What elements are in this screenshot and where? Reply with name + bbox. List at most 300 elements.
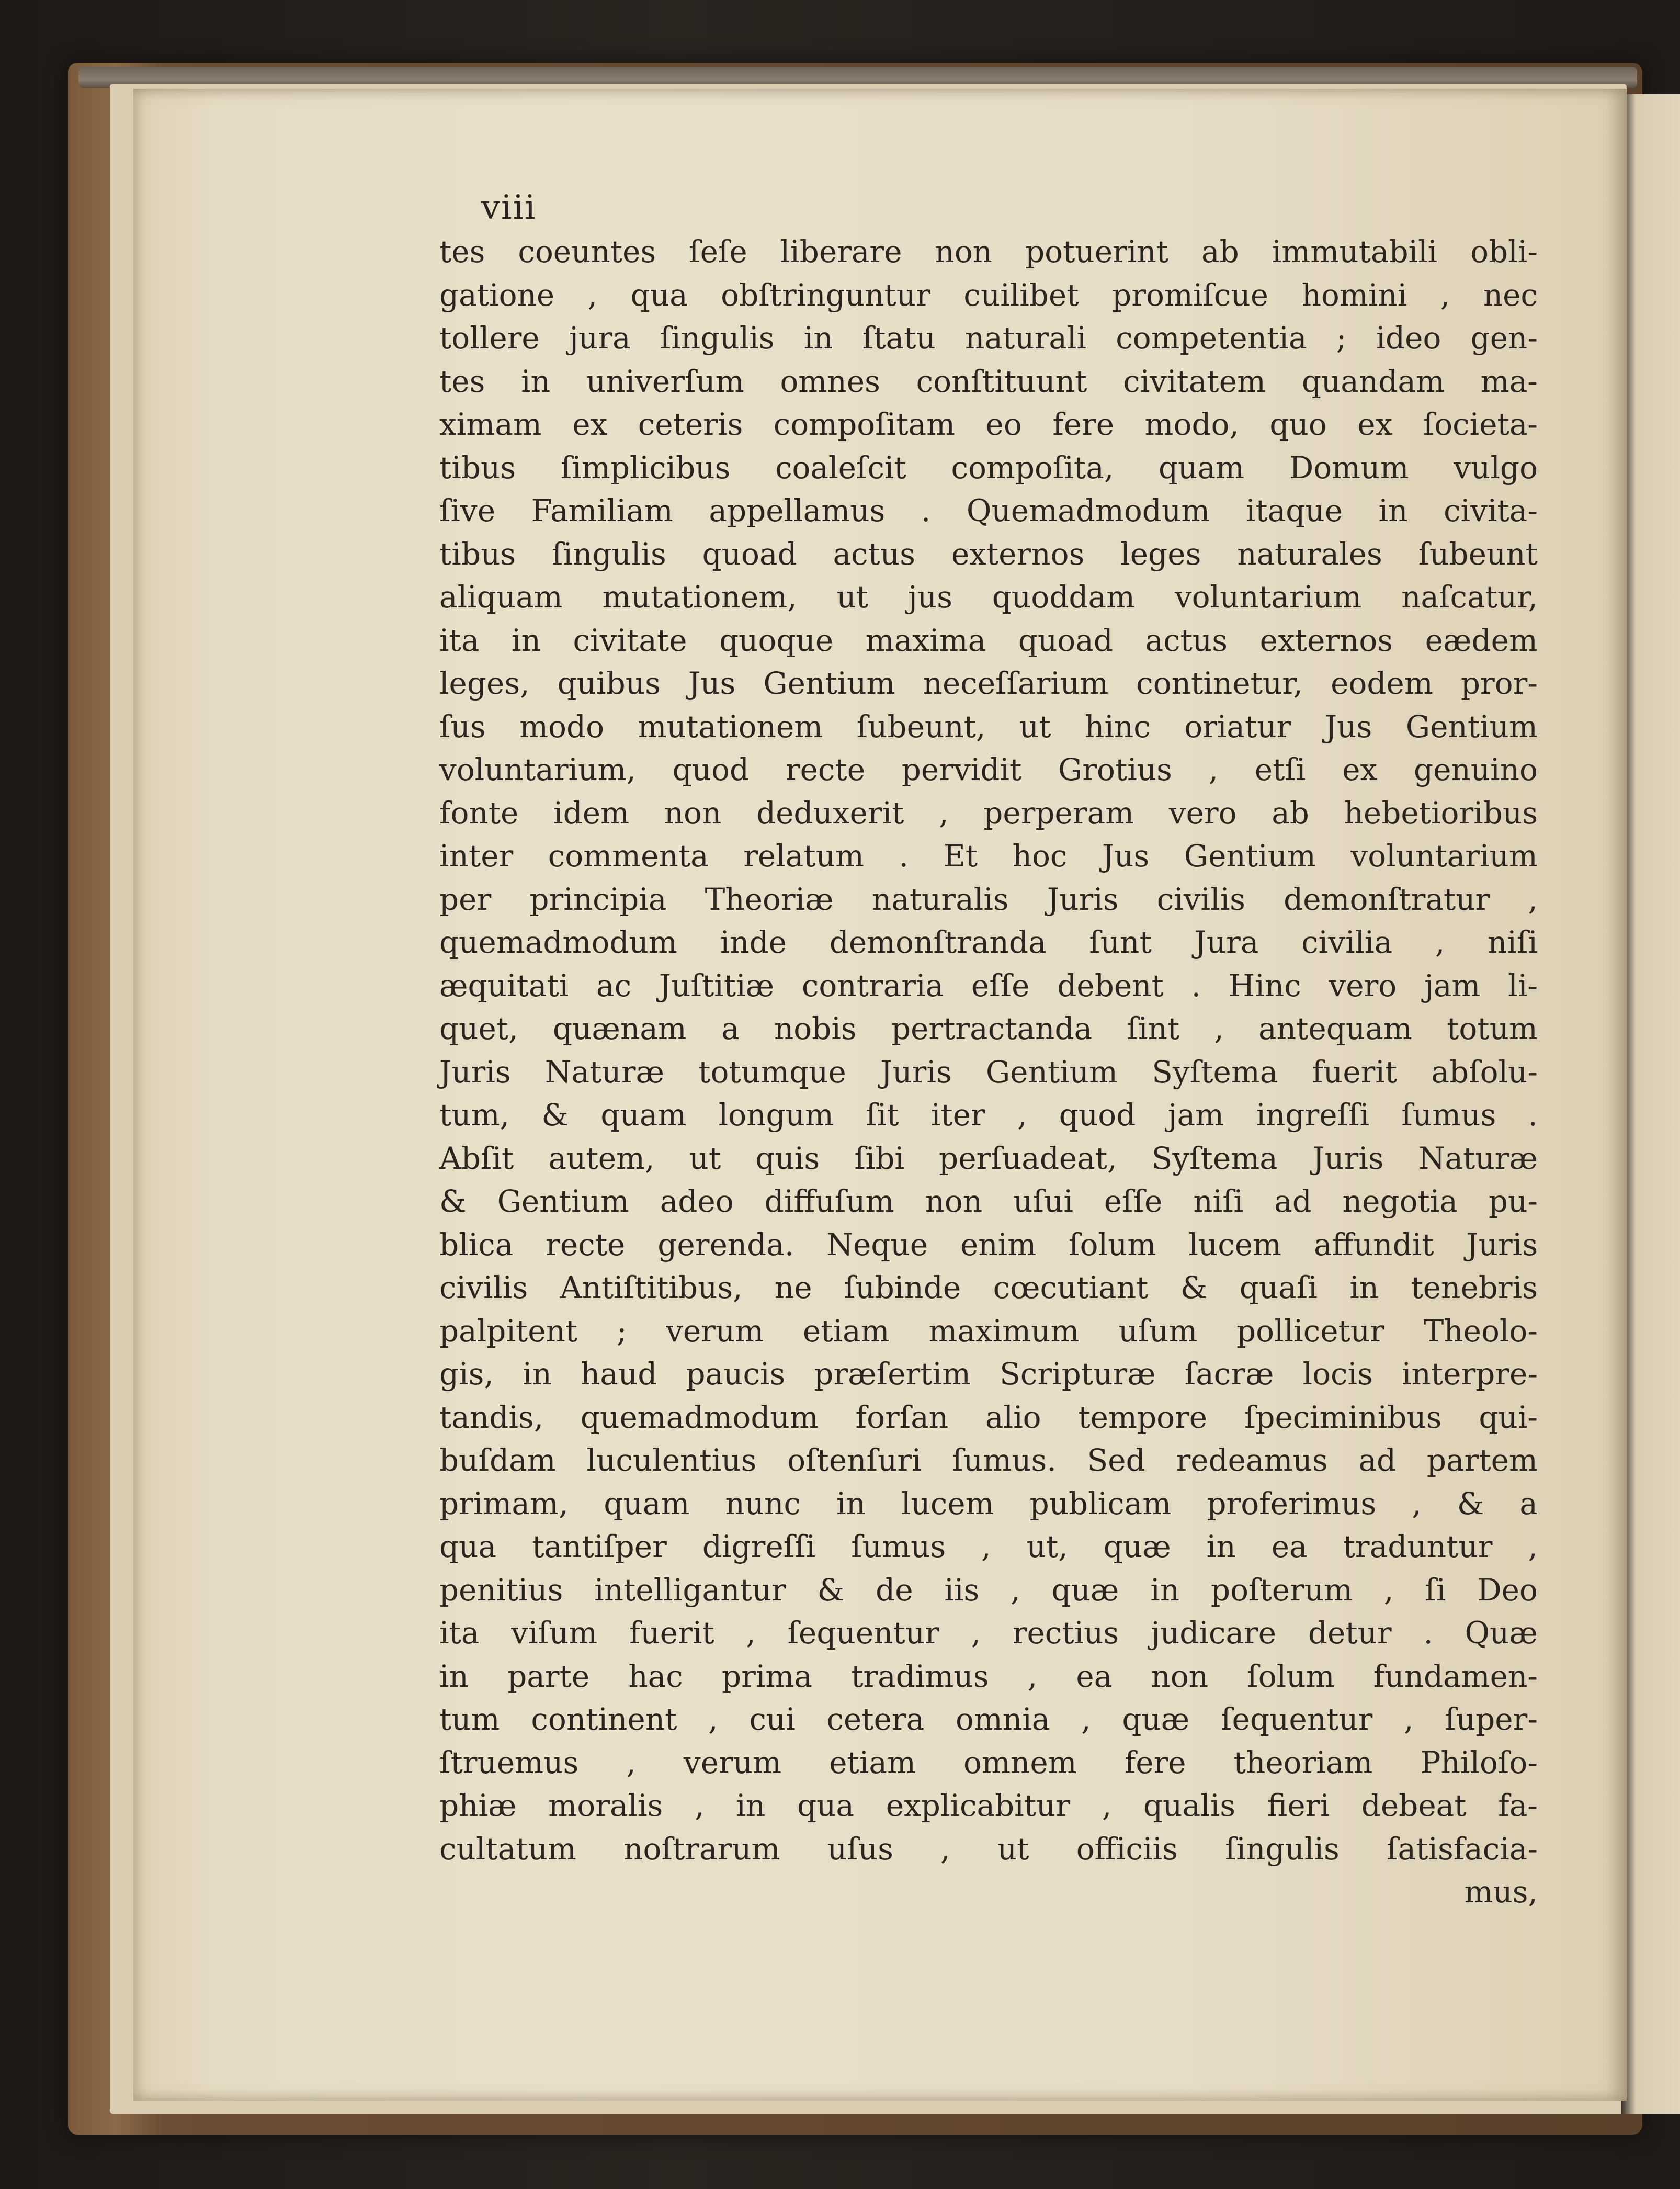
word: ſuper- (1445, 1701, 1538, 1737)
word: nunc (725, 1485, 801, 1521)
word: Deo (1477, 1572, 1538, 1608)
word: proferimus (1207, 1485, 1377, 1521)
word: haud (580, 1356, 657, 1392)
page-number: viii (481, 188, 537, 227)
word: longum (718, 1097, 834, 1133)
word: immutabili (1272, 234, 1438, 269)
word: Jus (1102, 838, 1150, 874)
word: jus (907, 579, 953, 615)
word: tandis, (439, 1399, 544, 1435)
text-line (439, 1180, 1538, 1223)
word: lucem (901, 1485, 994, 1521)
word: qua (797, 1788, 854, 1823)
word: luculentius (586, 1442, 757, 1478)
text-line (439, 964, 1538, 1008)
word: Gentium (497, 1183, 629, 1219)
word: jam (1424, 967, 1481, 1003)
word: redeamus (1176, 1442, 1328, 1478)
word: in (1349, 1270, 1379, 1305)
text-line (439, 662, 1538, 705)
word: locis (1302, 1356, 1373, 1392)
word: , (971, 1615, 981, 1651)
word: tibus (439, 449, 516, 486)
text-line (439, 705, 1538, 749)
word: rectius (1012, 1615, 1119, 1651)
word: , (1528, 1529, 1538, 1564)
word: intelligantur (594, 1572, 786, 1608)
word: quemadmodum (439, 924, 677, 960)
word: pror- (1460, 665, 1538, 701)
word: qua (630, 277, 688, 313)
word: ad (1274, 1183, 1312, 1219)
word: moralis (548, 1788, 663, 1823)
word: non (925, 1183, 983, 1219)
word: ad (1358, 1442, 1397, 1478)
word: maximum (928, 1313, 1080, 1349)
body-text (439, 230, 1538, 1914)
word: Juris (439, 1054, 511, 1090)
word: fuerit (1312, 1054, 1398, 1090)
text-line (439, 1396, 1538, 1439)
word: genuino (1413, 752, 1538, 787)
word: debent (1057, 967, 1164, 1003)
word: demonſtratur (1284, 881, 1490, 917)
word: modo, (1144, 407, 1239, 442)
word: ſus (439, 708, 486, 744)
word: verum (666, 1313, 764, 1349)
word: cultatum (439, 1831, 576, 1867)
word: qui- (1479, 1399, 1538, 1435)
word: niſi (1488, 924, 1538, 960)
word: perperam (983, 795, 1134, 831)
word: tantiſper (532, 1529, 667, 1564)
word: & (439, 1183, 467, 1219)
text-line (439, 446, 1538, 490)
word: quoad (1018, 622, 1113, 658)
word: Et (943, 838, 978, 874)
word: qualis (1143, 1788, 1235, 1823)
text-line (439, 403, 1538, 446)
word: eo (985, 407, 1022, 442)
word: quam (1158, 449, 1245, 486)
word: hac (628, 1658, 683, 1694)
word: per (439, 881, 492, 917)
word: Neque (826, 1226, 928, 1262)
word: ab (1201, 234, 1239, 269)
text-line (439, 274, 1538, 317)
word: demonſtranda (829, 924, 1047, 960)
word: quod (1059, 1097, 1136, 1133)
word: Domum (1289, 449, 1409, 486)
word: conſtituunt (916, 363, 1087, 399)
word: modo (519, 708, 605, 744)
word: ita (439, 622, 480, 658)
word: noſtrarum (623, 1831, 780, 1867)
word: , (939, 795, 949, 831)
word: & (1457, 1485, 1484, 1521)
word: cetera (826, 1701, 925, 1737)
word: abſolu- (1431, 1054, 1538, 1090)
word: voluntarium, (439, 752, 636, 787)
word: ximam (439, 407, 542, 442)
word: quæ (1122, 1701, 1190, 1737)
word: , (1214, 1011, 1224, 1046)
word: niſi (1193, 1183, 1244, 1219)
word: quo (1269, 407, 1327, 442)
word: pollicetur (1236, 1313, 1384, 1349)
word: Syſtema (1151, 1140, 1278, 1176)
word: , (1440, 277, 1450, 313)
word: Juris (880, 1054, 952, 1090)
word: fundamen- (1373, 1658, 1538, 1694)
word: lucem (1188, 1226, 1282, 1262)
word: , (1011, 1572, 1020, 1608)
text-line (439, 360, 1538, 403)
word: perſuadeat, (939, 1140, 1117, 1176)
word: Philoſo- (1420, 1744, 1538, 1780)
word: ſtatu (862, 320, 936, 356)
word: ſolum (1247, 1658, 1335, 1694)
word: omnes (780, 363, 880, 399)
text-line (439, 619, 1538, 662)
word: Syſtema (1152, 1054, 1278, 1090)
word: actus (833, 536, 916, 572)
word: Hinc (1228, 967, 1301, 1003)
word: deduxerit (756, 795, 904, 831)
text-line (439, 1741, 1538, 1785)
word: contraria (801, 967, 944, 1003)
text-line (439, 1137, 1538, 1180)
word: quænam (552, 1011, 687, 1046)
word: explicabitur (886, 1788, 1071, 1823)
text-line (439, 533, 1538, 576)
word: ea (1076, 1658, 1113, 1694)
word: vero (1329, 967, 1397, 1003)
text-line (439, 1266, 1538, 1310)
word: ingreſſi (1256, 1097, 1370, 1133)
word: fa- (1498, 1788, 1538, 1823)
word: hoc (1012, 838, 1068, 874)
word: totum (1447, 1011, 1538, 1046)
word: præſertim (814, 1356, 971, 1392)
word: ſingulis (660, 320, 775, 356)
word: non (935, 234, 993, 269)
word: ſumus. (952, 1442, 1057, 1478)
word: ſumus (851, 1529, 946, 1564)
word: jura (569, 320, 631, 356)
word: fere (1124, 1744, 1186, 1780)
word: Juris (1466, 1226, 1538, 1262)
text-line (439, 1310, 1538, 1353)
word: quæ (1103, 1529, 1171, 1564)
word: & (817, 1572, 845, 1608)
word: , (1102, 1788, 1112, 1823)
text-line (439, 1611, 1538, 1655)
word: eſſe (971, 967, 1030, 1003)
word: naturalis (871, 881, 1009, 917)
word: de (876, 1572, 913, 1608)
word: phiæ (439, 1788, 517, 1823)
word: nobis (774, 1011, 857, 1046)
word: Jus (688, 665, 736, 701)
word: æquitati (439, 967, 569, 1003)
word: voluntarium (1174, 579, 1362, 615)
text-line (439, 748, 1538, 792)
word: primam, (439, 1485, 569, 1521)
word: itaque (1245, 493, 1343, 528)
word: ſumus (1401, 1097, 1496, 1133)
word: ab (1272, 795, 1309, 831)
word: fieri (1267, 1788, 1330, 1823)
word: ſingulis (1225, 1831, 1340, 1867)
word: coeuntes (518, 234, 656, 269)
text-line (439, 1827, 1538, 1871)
text-line (439, 1525, 1538, 1569)
word: tempore (1078, 1399, 1208, 1435)
word: quet, (439, 1011, 518, 1046)
word: mutationem, (602, 579, 797, 615)
word: etiam (802, 1313, 890, 1349)
word: coaleſcit (775, 449, 906, 486)
word: in (836, 1485, 866, 1521)
text-line (439, 317, 1538, 360)
word: totumque (698, 1054, 846, 1090)
text-line (439, 1093, 1538, 1137)
word: ſtruemus (439, 1744, 579, 1780)
word: leges, (439, 665, 530, 701)
word: recte (785, 752, 866, 787)
word: buſdam (439, 1442, 556, 1478)
word: eædem (1425, 622, 1538, 658)
word: ſequentur (787, 1615, 939, 1651)
word: quoque (719, 622, 834, 658)
word: ut (997, 1831, 1029, 1867)
word: tollere (439, 320, 540, 356)
word: in (439, 1658, 469, 1694)
word: civita- (1444, 493, 1538, 528)
word: ex (1342, 752, 1378, 787)
word: & (1180, 1270, 1208, 1305)
word: mutationem (638, 708, 823, 744)
word: actus (1145, 622, 1228, 658)
word: autem, (548, 1140, 655, 1176)
word: tradimus (851, 1658, 989, 1694)
word: hebetioribus (1344, 795, 1538, 831)
word: parte (507, 1658, 590, 1694)
word: aliquam (439, 579, 563, 615)
word: . (1191, 967, 1201, 1003)
word: antequam (1258, 1011, 1412, 1046)
word: ſit (866, 1097, 899, 1133)
word: Theolo- (1423, 1313, 1538, 1349)
word: gen- (1470, 320, 1538, 356)
text-line (439, 1051, 1538, 1094)
word: naſcatur, (1401, 579, 1538, 615)
word: , (746, 1615, 756, 1651)
word: officiis (1076, 1831, 1178, 1867)
word: iis (944, 1572, 980, 1608)
text-line (439, 834, 1538, 878)
word: ita (439, 1615, 480, 1651)
word: & (541, 1097, 569, 1133)
word: Sed (1087, 1442, 1145, 1478)
word: judicare (1150, 1615, 1277, 1651)
word: quandam (1301, 363, 1445, 399)
word: , (1208, 752, 1219, 787)
text-line (439, 1569, 1538, 1612)
word: potuerint (1025, 234, 1169, 269)
word: publicam (1029, 1485, 1172, 1521)
word: verum (683, 1744, 782, 1780)
word: naturales (1237, 536, 1382, 572)
word: leges (1120, 536, 1201, 572)
word: ſocieta- (1423, 407, 1538, 442)
word: Familiam (531, 493, 673, 528)
word: interpre- (1401, 1356, 1538, 1392)
word: competentia (1116, 320, 1307, 356)
word: ſibi (854, 1140, 905, 1176)
word: ex (572, 407, 608, 442)
word: , (1081, 1701, 1091, 1737)
word: quis (755, 1140, 820, 1176)
word: obſtringuntur (721, 277, 930, 313)
word: ma- (1480, 363, 1538, 399)
word: quibus (557, 665, 661, 701)
word: ſeſe (689, 234, 747, 269)
text-line (439, 792, 1538, 835)
word: in (1378, 493, 1408, 528)
word: ſatisfacia- (1387, 1831, 1538, 1867)
word: tum (439, 1701, 500, 1737)
word: Quemadmodum (966, 493, 1210, 528)
word: Juſtitiæ (659, 967, 775, 1003)
word: gis, (439, 1356, 494, 1392)
word: omnem (963, 1744, 1077, 1780)
word: externos (1259, 622, 1393, 658)
word: etiam (829, 1744, 916, 1780)
text-line (439, 1698, 1538, 1741)
word: , (981, 1529, 991, 1564)
word: theoriam (1233, 1744, 1373, 1780)
word: diffuſum (764, 1183, 894, 1219)
word: ac (596, 967, 632, 1003)
word: civilia (1301, 924, 1393, 960)
word: adeo (660, 1183, 734, 1219)
word: ſacræ (1184, 1356, 1274, 1392)
word: , (587, 277, 598, 313)
word: neceſſarium (923, 665, 1109, 701)
word: li- (1508, 967, 1538, 1003)
word: qua (439, 1529, 497, 1564)
word: enim (960, 1226, 1037, 1262)
word: . (1423, 1615, 1433, 1651)
word: partem (1426, 1442, 1538, 1478)
word: Jura (1194, 924, 1259, 960)
text-line (439, 1007, 1538, 1051)
word: hinc (1085, 708, 1151, 744)
word: ſive (439, 493, 496, 528)
word: Scripturæ (1000, 1356, 1156, 1392)
word: . (1528, 1097, 1538, 1133)
word: ſequentur (1221, 1701, 1373, 1737)
word: , (1017, 1097, 1027, 1133)
text-line (439, 576, 1538, 619)
word: ſpeciminibus (1244, 1399, 1442, 1435)
word: oriatur (1184, 708, 1291, 744)
word: forſan (855, 1399, 949, 1435)
word: inter (439, 838, 514, 874)
word: , (1027, 1658, 1038, 1694)
text-line (439, 1352, 1538, 1396)
text-line (439, 489, 1538, 533)
word: obli- (1470, 234, 1538, 269)
word: Gentium (1405, 708, 1538, 744)
word: ut, (1026, 1529, 1068, 1564)
word: naturali (965, 320, 1087, 356)
word: homini (1301, 277, 1407, 313)
word: eſſe (1104, 1183, 1163, 1219)
word: quemadmodum (580, 1399, 819, 1435)
catchword: mus, (1464, 1874, 1538, 1910)
word: ſolum (1069, 1226, 1156, 1262)
word: univerſum (586, 363, 744, 399)
word: palpitent (439, 1313, 578, 1349)
word: alio (985, 1399, 1041, 1435)
word: continetur, (1136, 665, 1303, 701)
word: quoad (702, 536, 797, 572)
word: pu- (1488, 1183, 1538, 1219)
word: prima (721, 1658, 812, 1694)
word: Grotius (1058, 752, 1172, 787)
word: oſtenſuri (787, 1442, 922, 1478)
word: vero (1168, 795, 1237, 831)
text-line (439, 878, 1538, 921)
word: detur (1308, 1615, 1392, 1651)
word: ; (1336, 320, 1347, 356)
word: civilis (439, 1270, 528, 1305)
word: viſum (511, 1615, 598, 1651)
word: ut (689, 1140, 721, 1176)
word: ea (1271, 1529, 1308, 1564)
word: in (522, 1356, 552, 1392)
word: Antiſtitibus, (560, 1270, 743, 1305)
text-line (439, 1482, 1538, 1526)
word: Gentium (763, 665, 895, 701)
word: uſus (827, 1831, 893, 1867)
word: compoſitam (773, 407, 956, 442)
word: uſui (1013, 1183, 1073, 1219)
word: jam (1167, 1097, 1224, 1133)
word: omnia (955, 1701, 1050, 1737)
word: cui (749, 1701, 796, 1737)
word: inde (720, 924, 787, 960)
word: vulgo (1454, 449, 1538, 486)
word: fuerit (629, 1615, 714, 1651)
word: Theoriæ (705, 881, 834, 917)
word: , (1435, 924, 1445, 960)
word: ceteris (638, 407, 743, 442)
word: maxima (865, 622, 986, 658)
word: recte (546, 1226, 626, 1262)
word: relatum (743, 838, 865, 874)
word: ne (774, 1270, 812, 1305)
word: ſubinde (844, 1270, 961, 1305)
word: . (899, 838, 909, 874)
word: , (626, 1744, 636, 1780)
word: liberare (780, 234, 902, 269)
word: idem (553, 795, 630, 831)
word: tibus (439, 536, 516, 572)
